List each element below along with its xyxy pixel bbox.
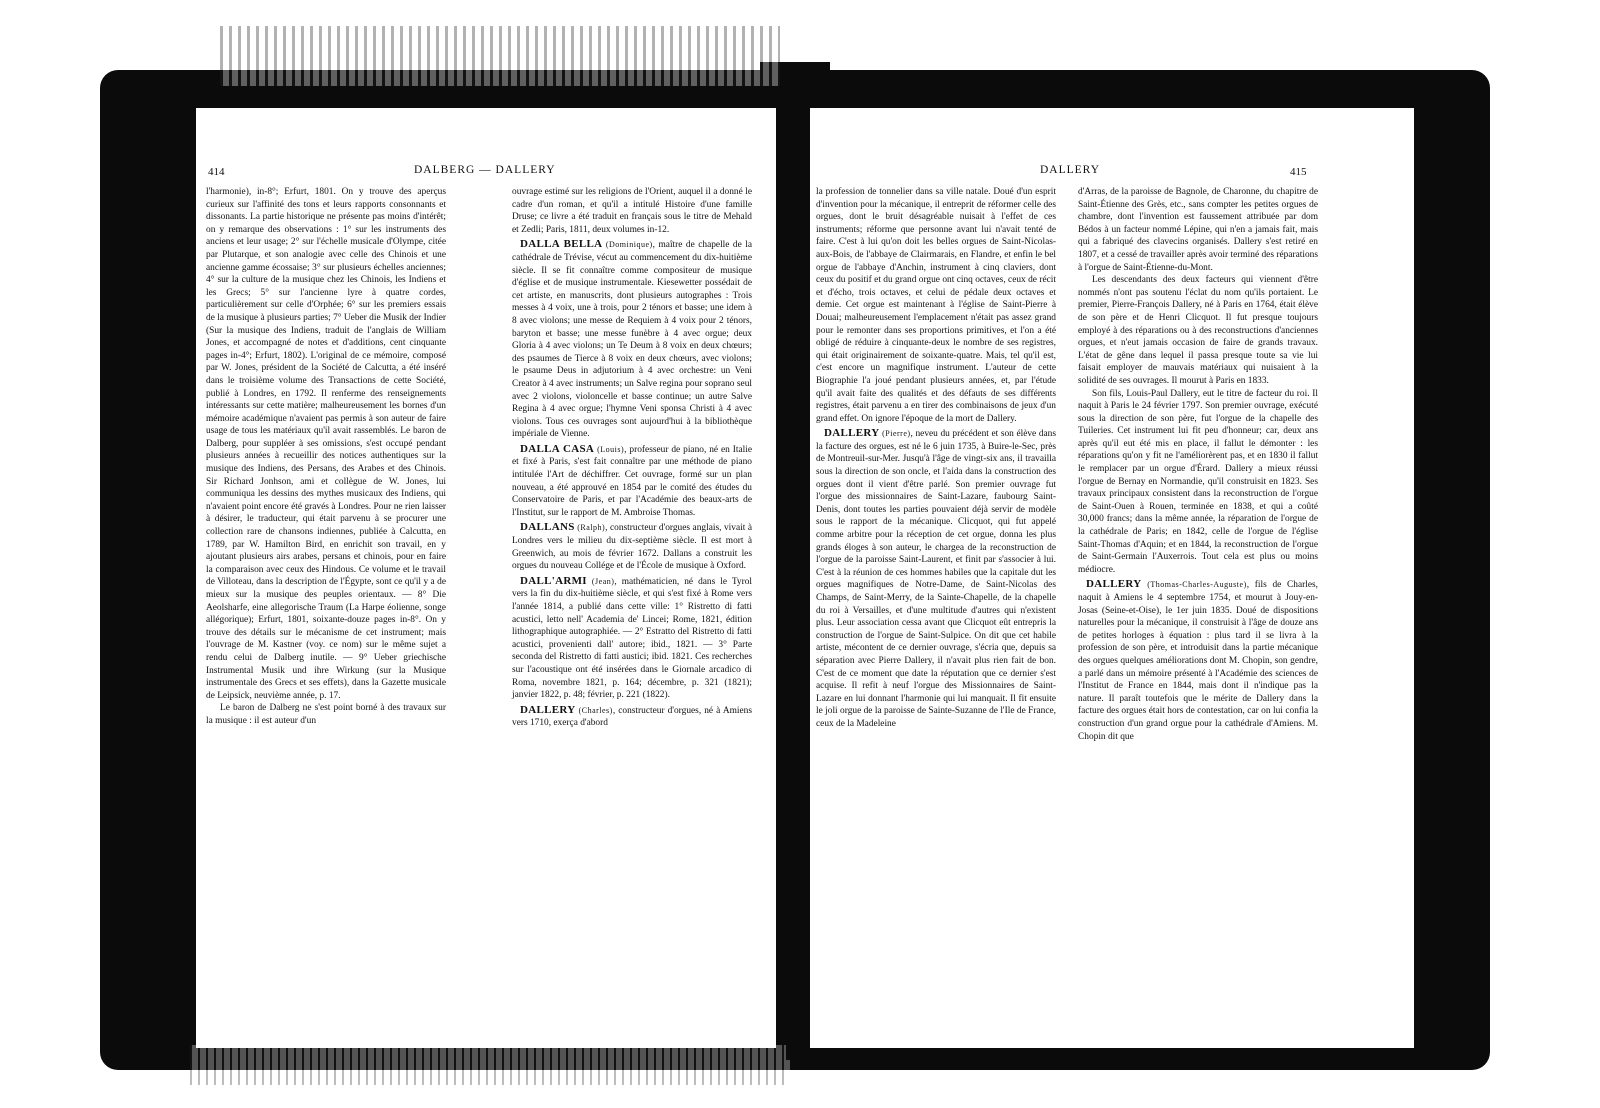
entry-text: , professeur de piano, né en Italie et fixé à Paris, s'est fait connaître par une méthode de piano intitulée l'Art de déchiffrer. Cet ouvrage, formé sur un plan nouveau, a été approuvé en 1854 par le comité des études du Conservatoire de Paris, et par l'Académie des beaux-arts de l'Institut, sur le rapport de M. Ambroise Thomas.	[512, 444, 752, 518]
given-name: (Thomas-Charles-Auguste)	[1147, 580, 1247, 590]
page-gutter	[786, 100, 802, 1060]
headword: DALLERY	[1086, 578, 1142, 591]
right-column-2	[1078, 186, 1318, 743]
headword: DALL'ARMI	[520, 574, 587, 587]
headword: DALLERY	[520, 703, 576, 716]
scan-noise-bottom	[190, 1045, 790, 1085]
entry-text: , mathématicien, né dans le Tyrol vers la fin du dix-huitième siècle, et qui s'est fixé à Rome vers l'année 1814, a publié dans cette ville: 1° Ristretto di fatti acustici, letto nell' Academia de' Lincei; Rome, 1821, édition lithographique autographiée. — 2° Estratto del Ristretto di fatti acustici, provenienti dall' autore; ibid., 1821. — 3° Parte seconda del Ristretto di fatti austici; ibid. 1821. Ces recherches sur l'acoustique ont été insérées dans le Giornale arcadico di Roma, novembre 1821, p. 164; décembre, p. 321 (1821); janvier 1822, p. 48; février, p. 221 (1822).	[512, 576, 752, 701]
entry-dallans	[512, 521, 752, 572]
paragraph: ouvrage estimé sur les religions de l'Orient, auquel il a donné le cadre d'un roman, et qu'il a intitulé Histoire d'une famille Druse; ce livre a été traduit en français sous le titre de Mehald et Zedli; Paris, 1811, deux volumes in-12.	[512, 187, 752, 235]
entry-text: , constructeur d'orgues, né à Amiens vers 1710, exerça d'abord	[512, 705, 752, 729]
paragraph: Le baron de Dalberg ne s'est point borné à des travaux sur la musique : il est auteur d'un	[206, 703, 446, 726]
left-column-1	[206, 186, 446, 728]
entry-text: , constructeur d'orgues anglais, vivait à Londres vers le milieu du dix-septième siècle. Il est mort à Greenwich, au mois de février 1672. Dallans a construit les orgues du nouveau Collége et de l'École de musique à Oxford.	[512, 523, 752, 572]
paragraph: Les descendants des deux facteurs qui viennent d'être nommés n'ont pas soutenu l'éclat du nom qu'ils portaient. Le premier, Pierre-François Dallery, né à Paris en 1764, était élève de son père et de Henri Clicquot. Il fut presque toujours employé à des réparations ou à des reconstructions d'anciennes orgues, et n'eut jamais occasion de faire de grands travaux. L'état de gêne dans lequel il passa presque toute sa vie lui faisait employer de mauvais matériaux qui nuisaient à la solidité de ses ouvrages. Il mourut à Paris en 1833.	[1078, 275, 1318, 386]
page-number-right: 415	[1290, 166, 1307, 178]
left-page	[196, 108, 776, 1048]
entry-dallery-thomas	[1078, 578, 1318, 743]
given-name: (Dominique)	[605, 240, 653, 250]
given-name: (Pierre)	[882, 429, 911, 439]
given-name: (Louis)	[597, 444, 625, 454]
entry-text: , fils de Charles, naquit à Amiens le 4 septembre 1754, et mourut à Jouy-en-Josas (Seine-et-Oise), le 1er juin 1835. Doué de dispositions naturelles pour la mécanique, il construisit à l'âge de douze ans de petites horloges à équation : plus tard il se livra à la profession de son père, et introduisit dans la partie mécanique des orgues quelques améliorations dont M. Chopin, son gendre, a parlé dans un mémoire présenté à l'Académie des sciences de l'Institut de France en 1844, mais dont il n'indique pas la nature. Il paraît toutefois que le mérite de Dallery dans la facture des orgues était hors de contestation, car on lui confia la construction d'un grand orgue pour la cathédrale d'Amiens. M. Chopin dit que	[1078, 580, 1318, 742]
given-name: (Jean)	[591, 576, 615, 586]
paragraph: Son fils, Louis-Paul Dallery, eut le titre de facteur du roi. Il naquit à Paris le 24 février 1797. Son premier ouvrage, exécuté sous la direction de son père, fut l'orgue de la chapelle des Tuileries. Cet instrument lui fit peu d'honneur; car, deux ans après qu'il eut été mis en place, il fallut le démonter : les réparations qu'on y fit ne l'améliorèrent pas, et en 1830 il fallut le remplacer par un orgue d'Érard. Dallery a mieux réussi l'orgue de Bernay en Normandie, qu'il construisit en 1823. Ses travaux principaux consistent dans la reconstruction de l'orgue de Saint-Ouen à Rouen, terminée en 1838, et qui a coûté 30,000 francs; dans la même année, la réparation de l'orgue de la cathédrale de Paris; en 1842, celle de l'orgue de l'église Saint-Thomas d'Aquin; et en 1844, la reconstruction de l'orgue de Saint-Germain l'Auxerrois. Tout cela est plus ou moins médiocre.	[1078, 388, 1318, 575]
entry-text: , maître de chapelle de la cathédrale de Trévise, vécut au commencement du dix-huitième siècle. Il se fit connaître comme compositeur de musique d'église et de musique instrumentale. Kiesewetter possédait de cet artiste, en manuscrits, dont plusieurs autographes : Trois messes à 4 voix, une à trois, pour 2 ténors et basse; une idem à 8 avec violons; une messe de Requiem à 4 voix pour 2 ténors, baryton et basse; une messe funèbre à 4 avec orgue; deux Gloria à 4 avec violons; un Te Deum à 8 voix en deux chœurs; des psaumes de Tierce à 8 voix en deux chœurs, avec violons; le psaume Deus in adjutorium à 4 avec orchestre: un Veni Creator à 4 avec instruments; un Salve regina pour soprano seul avec 2 violons, violoncelle et basse continue; un autre Salve Regina à 4 avec orgue; l'hymne Veni sponsa Christi à 4 avec violons. Tous ces ouvrages sont aujourd'hui à la bibliothèque impériale de Vienne.	[512, 240, 752, 440]
paragraph: la profession de tonnelier dans sa ville natale. Doué d'un esprit d'invention pour la mécanique, il entreprit de réformer celle des orgues, dont le bruit désagréable nuisait à l'effet de ces instruments; réforme que personne avant lui n'avait tenté de faire. C'est à lui qu'on doit les belles orgues de Saint-Nicolas-aux-Bois, de l'abbaye de Clairmarais, en Flandre, et enfin le bel orgue de l'abbaye d'Anchin, instrument à cinq claviers, dont ceux du positif et du grand orgue ont cinq octaves, ceux de récit et d'écho, trois octaves, et celui de pédale deux octaves et demie. Cet orgue est maintenant à l'église de Saint-Pierre à Douai; malheureusement l'emplacement n'était pas assez grand pour le remonter dans ses proportions primitives, et l'on a été obligé de réduire à cinquante-deux le nombre de ses registres, qui était originairement de soixante-quatre. Mais, tel qu'il est, c'est encore un magnifique instrument. L'auteur de cette Biographie l'a joué pendant plusieurs années, et, par l'étude qu'il avait faite des qualités et des défauts de ses différents registres, était parvenu a en tirer des combinaisons de jeux d'un grand effet. On ignore l'époque de la mort de Dallery.	[816, 187, 1056, 424]
scan-noise-top	[220, 26, 780, 86]
right-page	[810, 108, 1414, 1048]
entry-dallery-charles	[512, 704, 752, 730]
entry-dalla-bella	[512, 238, 752, 441]
page-number-left: 414	[208, 166, 225, 178]
left-column-2	[512, 186, 752, 730]
given-name: (Charles)	[578, 705, 613, 715]
paragraph: l'harmonie), in-8°; Erfurt, 1801. On y trouve des aperçus curieux sur l'affinité des tons et leurs rapports consonnants et dissonants. La partie historique ne présente pas moins d'intérêt; on y remarque des observations : 1° sur les instruments des anciens et leur usage; 2° sur l'échelle musicale d'Olympe, citée par Plutarque, et son analogie avec celle des Chinois et une ancienne gamme écossaise; 3° sur plusieurs échelles anciennes; 4° sur la culture de la musique chez les Chinois, les Indiens et les Grecs; 5° sur l'ancienne lyre à quatre cordes, particulièrement sur celle d'Orphée; 6° sur les premiers essais de la musique à plusieurs parties; 7° Ueber die Musik der Indier (Sur la musique des Indiens, traduit de l'anglais de William Jones, et accompagné de notes et d'additions, cent cinquante pages in-4°; Erfurt, 1802). L'original de ce mémoire, composé par W. Jones, président de la Société de Calcutta, a été inséré dans le troisième volume des Transactions de cette Société, publié à Londres, en 1792. Il renferme des renseignements intéressants sur cette matière; malheureusement les bornes d'un mémoire académique n'avaient pas permis à son auteur de faire usage de tous les matériaux qu'il avait rassemblés. Le baron de Dalberg, pour suppléer à ses omissions, s'est occupé pendant plusieurs années à recueillir des notices authentiques sur la musique des Indiens, des Persans, des Arabes et des Chinois. Sir Richard Jonhson, ami et collègue de W. Jones, lui communiqua les dessins des mythes musicaux des Indiens, qui n'avaient point encore été gravés à Londres. Pour ne rien laisser à désirer, le traducteur, qui était parvenu à se procurer une collection rare de chansons indiennes, publiée à Calcutta, en 1789, par W. Hamilton Bird, en enrichit son travail, en y ajoutant plusieurs airs arabes, persans et chinois, pour en faire la comparaison avec ceux des Hindous. Ce volume et le travail de Villoteau, dans la description de l'Égypte, sont ce qu'il y a de mieux sur la musique des peuples orientaux. — 8° Die Aeolsharfe, eine allegorische Traum (La Harpe éolienne, songe allégorique); Erfurt, 1801, soixante-douze pages in-8°. On y trouve des détails sur le mécanisme de cet instrument; mais l'ouvrage de M. Kastner (voy. ce nom) sur le même sujet a rendu celui de Dalberg inutile. — 9° Ueber griechische Instrumental Musik und ihre Wirkung (sur la Musique instrumentale des Grecs et ses effets), dans la Gazette musicale de Leipsick, neuvième année, p. 17.	[206, 187, 446, 701]
right-column-1	[816, 186, 1056, 731]
entry-dallarmi	[512, 575, 752, 702]
entry-text: , neveu du précédent et son élève dans la facture des orgues, est né le 6 juin 1735, à Buire-le-Sec, près de Montreuil-sur-Mer. Jusqu'à l'âge de vingt-six ans, il travailla sous la direction de son oncle, et l'aida dans la construction des orgues dont il vient d'être parlé. Son premier ouvrage fut l'orgue des missionnaires de Saint-Lazare, faubourg Saint-Denis, dont toutes les parties pouvaient déjà servir de modèle sous le rapport de la mécanique. Clicquot, qui fut appelé comme arbitre pour la réception de cet orgue, donna les plus grands éloges à son auteur, le chargea de la reconstruction de l'orgue de la paroisse Saint-Laurent, et finit par s'associer à lui. C'est à la réunion de ces hommes habiles que la capitale dut les orgues magnifiques de Notre-Dame, de Saint-Nicolas des Champs, de Saint-Merry, de la Sainte-Chapelle, de la chapelle du roi à Versailles, et d'une multitude d'autres qui n'existent plus. Leur association cessa avant que Clicquot eût entrepris la construction de l'orgue de Saint-Sulpice. On dit que cet habile artiste, mécontent de ce dernier ouvrage, s'écria que, depuis sa séparation avec Pierre Dallery, il n'avait plus rien fait de bon. C'est de ce moment que date la réputation que ce dernier s'est acquise. Il refit à neuf l'orgue des Missionnaires de Saint-Lazare en lui donnant l'harmonie qui lui manquait. Il fit ensuite le joli orgue de la paroisse de Sainte-Suzanne de l'Ile de France, ceux de la Madeleine	[816, 429, 1057, 729]
given-name: (Ralph)	[577, 523, 606, 533]
headword: DALLA BELLA	[520, 238, 603, 251]
entry-dallery-pierre	[816, 427, 1056, 730]
running-head-right: DALLERY	[1040, 164, 1101, 176]
running-head-left: DALBERG — DALLERY	[414, 164, 556, 176]
headword: DALLERY	[824, 427, 880, 440]
entry-dalla-casa	[512, 443, 752, 520]
paragraph: d'Arras, de la paroisse de Bagnole, de Charonne, du chapitre de Saint-Étienne des Grès, etc., sans compter les petites orgues de chambre, dont l'invention est faussement attribuée par dom Bédos à un facteur nommé Lépine, qui n'en a jamais fait, mais qui a fabriqué des clavecins organisés. Dallery s'est retiré en 1807, et a cessé de travailler après avoir terminé des réparations à l'orgue de Saint-Étienne-du-Mont.	[1078, 187, 1318, 273]
headword: DALLANS	[520, 521, 575, 534]
headword: DALLA CASA	[520, 442, 595, 455]
